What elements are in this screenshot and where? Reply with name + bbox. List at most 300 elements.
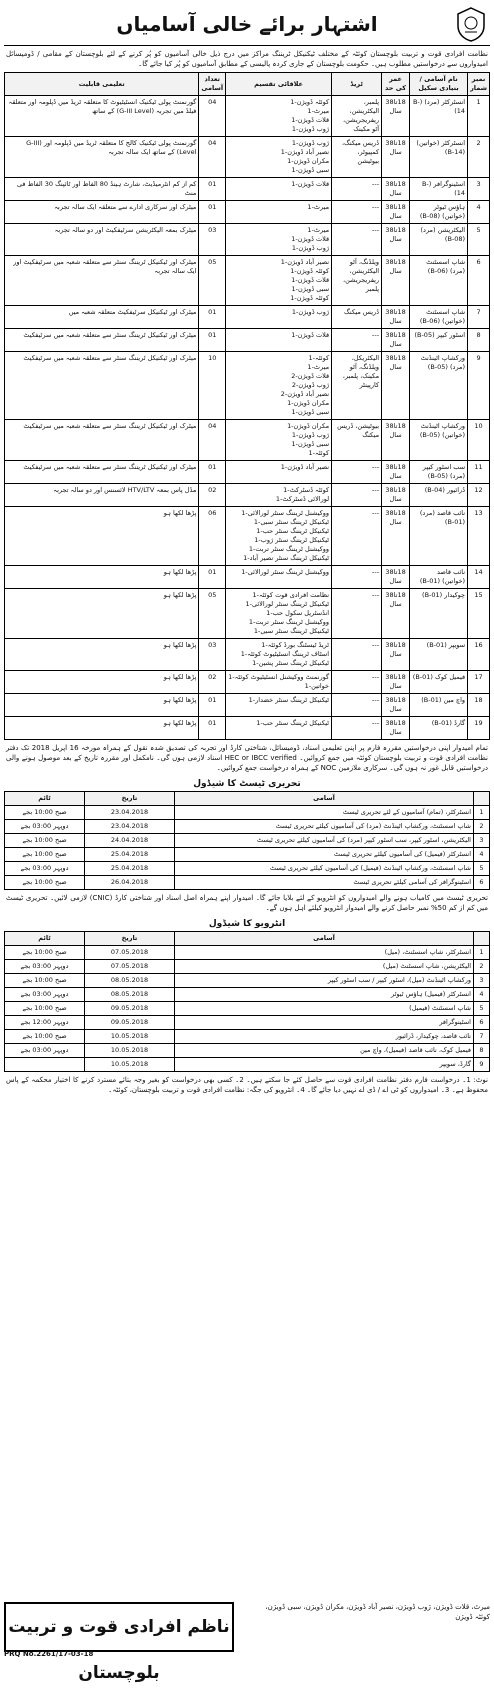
row-qualification: میٹرک اور ٹیکنیکل ٹریننگ سنٹر سے متعلقہ شعبہ میں سرٹیفکیٹ <box>5 352 199 420</box>
schedule-date: 08.05.2018 <box>85 988 175 1002</box>
distribution-line: لورالائی ڈسٹرکٹ-1 <box>275 495 330 503</box>
schedule-time <box>5 1058 85 1072</box>
row-trade: ڈریس میکنگ، کمپیوٹر، بیوٹیشن <box>332 137 382 178</box>
row-trade: --- <box>332 201 382 224</box>
distribution-line: ووکیشنل ٹریننگ سنٹر لورالائی-1 <box>241 509 330 517</box>
distribution-line: میرٹ-1 <box>307 226 330 234</box>
distribution-line: میرٹ-1 <box>307 107 330 115</box>
distribution-line: سبی ڈویژن-1 <box>291 440 330 448</box>
row-qualification: پڑھا لکھا ہو <box>5 589 199 639</box>
schedule-time: صبح 10:00 بجے <box>5 876 85 890</box>
interview-title: انٹرویو کا شیڈول <box>208 919 286 929</box>
row-serial: 9 <box>468 352 490 420</box>
test-note: تحریری ٹیسٹ میں کامیاب ہونے والے امیدواروں کو انٹرویو کے لئے بلایا جائے گا۔ امیدوار اپنے ہمراہ اصل اسناد اور شناختی کارڈ (CNIC) لازمی لائیں۔ تحریری ٹیسٹ میں کم از کم 50% نمبر حاصل کرنے والے امیدوار انٹرویو کیلئے اہل ہوں گے۔ <box>6 894 488 912</box>
written-col-time: ٹائم <box>5 792 85 806</box>
vacancy-row <box>5 639 490 671</box>
row-qualification: میٹرک اور ٹیکنیکل سرٹیفکیٹ متعلقہ شعبہ میں <box>5 306 199 329</box>
row-post-count: 01 <box>199 306 226 329</box>
row-trade: بیوٹیشن، ڈریس میکنگ <box>332 420 382 461</box>
distribution-line: نصیر آباد ڈویژن-1 <box>280 258 330 266</box>
col-header-distribution: علاقائی تقسیم <box>226 73 332 96</box>
col-header-count: تعداد آسامی <box>199 73 226 96</box>
vacancy-row <box>5 224 490 256</box>
row-qualification: میٹرک اور ٹیکنیکل ٹریننگ سنٹر سے متعلقہ شعبہ میں سرٹیفکیٹ <box>5 461 199 484</box>
row-qualification: میٹرک اور ٹیکنیکل ٹریننگ سنٹر سے متعلقہ شعبہ میں سرٹیفکیٹ اور ایک سالہ تجربہ <box>5 256 199 306</box>
row-post-count: 04 <box>199 137 226 178</box>
row-qualification: پڑھا لکھا ہو <box>5 694 199 717</box>
row-trade: --- <box>332 717 382 740</box>
schedule-time: صبح 10:00 بجے <box>5 848 85 862</box>
intro-paragraph: نظامت افرادی قوت و تربیت بلوچستان کوئٹہ کے مختلف ٹیکنیکل ٹریننگ مراکز میں درج ذیل خالی آسامیوں کو پُر کرنے کے لئے بلوچستان کے مقامی / ڈومیسائل امیدواروں سے درخواستیں مطلوب ہیں۔ حکومت بلوچستان کے جاری کردہ پالیسی کے مطابق آسامیوں کو پُر کیا جائے گا۔ <box>6 50 488 68</box>
col-header-sn: نمبر شمار <box>468 73 490 96</box>
row-distribution <box>226 137 332 178</box>
row-distribution <box>226 201 332 224</box>
row-qualification: پڑھا لکھا ہو <box>5 639 199 671</box>
distribution-line: ٹریڈ ٹیسٹنگ بورڈ کوئٹہ-1 <box>261 641 330 649</box>
row-serial: 13 <box>468 507 490 566</box>
director-signature-box: ناظم افرادی قوت و تربیت بلوچستان <box>4 1602 234 1652</box>
schedule-time: دوپہر 03:00 بجے <box>5 960 85 974</box>
interview-header-row <box>5 932 490 946</box>
row-distribution <box>226 306 332 329</box>
distribution-line: کوئٹہ ڈویژن-1 <box>290 267 330 275</box>
row-trade: الیکٹریکل، ویلڈنگ، آٹو مکینک، پلمبر، کارپینٹر <box>332 352 382 420</box>
row-trade: --- <box>332 639 382 671</box>
distribution-line: ٹیکنیکل ٹریننگ سنٹر پشین-1 <box>252 659 330 667</box>
written_test-row <box>5 820 490 834</box>
row-post-name: انسٹرکٹر (خواتین) (B-14) <box>410 137 468 178</box>
schedule-date: 09.05.2018 <box>85 1002 175 1016</box>
footer-places: میرٹ، قلات ڈویژن، ژوب ڈویژن، نصیر آباد ڈویژن، مکران ڈویژن، سبی ڈویژن، کوئٹہ ڈویژن <box>265 1603 490 1621</box>
schedule-post: شاپ اسسٹنٹ، ورکشاپ اٹینڈنٹ (مرد) کی آسامیوں کیلئے تحریری ٹیسٹ <box>175 820 474 834</box>
row-qualification: پڑھا لکھا ہو <box>5 717 199 740</box>
vacancy-row <box>5 352 490 420</box>
distribution-line: میرٹ-1 <box>307 203 330 211</box>
schedule-date: 23.04.2018 <box>85 806 175 820</box>
distribution-line: مکران ڈویژن-1 <box>287 157 330 165</box>
schedule-post: انسٹرکٹر، شاپ اسسٹنٹ، (میل) <box>175 946 474 960</box>
row-post-name: فیمیل کوک (B-01) <box>410 671 468 694</box>
schedule-serial: 2 <box>474 960 490 974</box>
distribution-line: ٹیکنیکل ٹریننگ سنٹر سبی-1 <box>253 627 330 635</box>
schedule-date: 10.05.2018 <box>85 1058 175 1072</box>
interview-col-date: تاریخ <box>85 932 175 946</box>
row-age-limit: 18تا38 سال <box>382 694 410 717</box>
row-distribution <box>226 694 332 717</box>
schedule-date: 10.05.2018 <box>85 1030 175 1044</box>
distribution-line: ژوب ڈویژن-1 <box>291 308 330 316</box>
row-trade: --- <box>332 178 382 201</box>
vacancy-row <box>5 484 490 507</box>
row-trade: --- <box>332 461 382 484</box>
row-serial: 4 <box>468 201 490 224</box>
row-distribution <box>226 507 332 566</box>
row-post-count: 03 <box>199 639 226 671</box>
vacancy-row <box>5 96 490 137</box>
schedule-serial: 8 <box>474 1044 490 1058</box>
row-trade: --- <box>332 484 382 507</box>
row-serial: 14 <box>468 566 490 589</box>
row-post-count: 01 <box>199 178 226 201</box>
row-post-count: 04 <box>199 420 226 461</box>
distribution-line: ژوب ڈویژن-1 <box>291 125 330 133</box>
distribution-line: نصیر آباد ڈویژن-1 <box>280 148 330 156</box>
distribution-line: انڈسٹریل سکول حب-1 <box>266 609 330 617</box>
schedule-post: شاپ اسسٹنٹ، ورکشاپ اٹینڈنٹ (فیمیل) کی آسامیوں کیلئے تحریری ٹیسٹ <box>175 862 474 876</box>
written-test-title: تحریری ٹیسٹ کا شیڈول <box>193 779 301 789</box>
interview-body <box>5 946 490 1072</box>
final-note: نوٹ: 1۔ درخواست فارم دفتر نظامت افرادی قوت سے حاصل کئے جا سکتے ہیں۔ 2۔ کسی بھی درخواست کو بغیر وجہ بتائے مسترد کرنے کا اختیار محکمہ کے پاس محفوظ ہے۔ 3۔ امیدواروں کو ٹی اے / ڈی اے نہیں دیا جائے گا۔ 4۔ انٹرویو کی جگہ: نظامت افرادی قوت و تربیت بلوچستان، کوئٹہ۔ <box>6 1076 488 1094</box>
row-serial: 5 <box>468 224 490 256</box>
row-serial: 15 <box>468 589 490 639</box>
schedule-serial: 7 <box>474 1030 490 1044</box>
distribution-line: قلات ڈویژن-1 <box>291 180 330 188</box>
row-serial: 8 <box>468 329 490 352</box>
row-age-limit: 18تا38 سال <box>382 224 410 256</box>
vacancies-body <box>5 96 490 740</box>
row-age-limit: 18تا38 سال <box>382 589 410 639</box>
government-emblem-icon <box>454 6 488 42</box>
written-test-table <box>4 791 490 890</box>
row-post-name: شاپ اسسٹنٹ (مرد) (B-06) <box>410 256 468 306</box>
schedule-serial: 4 <box>474 848 490 862</box>
row-age-limit: 18تا38 سال <box>382 137 410 178</box>
row-trade: پلمبر، الیکٹریشن، ریفریجریشن، آٹو مکینک <box>332 96 382 137</box>
interview-row <box>5 1058 490 1072</box>
schedule-serial: 6 <box>474 876 490 890</box>
distribution-line: کوئٹہ ڈسٹرکٹ-1 <box>283 486 330 494</box>
row-serial: 16 <box>468 639 490 671</box>
vacancy-row <box>5 420 490 461</box>
vacancy-row <box>5 694 490 717</box>
row-distribution <box>226 484 332 507</box>
row-post-count: 01 <box>199 566 226 589</box>
interview-row <box>5 988 490 1002</box>
interview-row <box>5 1002 490 1016</box>
distribution-line: ژوب ڈویژن-2 <box>291 381 330 389</box>
vacancy-row <box>5 256 490 306</box>
schedule-post: انسٹرکٹر، (تمام) آسامیوں کے لئے تحریری ٹیسٹ <box>175 806 474 820</box>
schedule-post: گارڈ، سویپر <box>175 1058 474 1072</box>
interview-col-time: ٹائم <box>5 932 85 946</box>
distribution-line: ووکیشنل ٹریننگ سنٹر لورالائی-1 <box>241 568 330 576</box>
vacancy-row <box>5 329 490 352</box>
row-post-name: اسٹینوگرافر (B-14) <box>410 178 468 201</box>
vacancy-row <box>5 507 490 566</box>
schedule-serial: 4 <box>474 988 490 1002</box>
row-post-count: 01 <box>199 694 226 717</box>
row-qualification: پڑھا لکھا ہو <box>5 671 199 694</box>
row-age-limit: 18تا38 سال <box>382 352 410 420</box>
schedule-post: الیکٹریشن، شاپ اسسٹنٹ (میل) <box>175 960 474 974</box>
distribution-line: ووکیشنل ٹریننگ سنٹر تربت-1 <box>248 545 330 553</box>
row-post-name: ڈرائیور (B-04) <box>410 484 468 507</box>
row-distribution <box>226 256 332 306</box>
schedule-date: 09.05.2018 <box>85 1016 175 1030</box>
distribution-line: قلات ڈویژن-1 <box>291 331 330 339</box>
row-qualification: کم از کم انٹرمیڈیٹ، شارٹ ہینڈ 80 الفاظ اور ٹائپنگ 30 الفاظ فی منٹ <box>5 178 199 201</box>
row-distribution <box>226 566 332 589</box>
schedule-post: نائب قاصد، چوکیدار، ڈرائیور <box>175 1030 474 1044</box>
distribution-line: کوئٹہ-1 <box>308 449 330 457</box>
row-post-count: 01 <box>199 329 226 352</box>
row-distribution <box>226 96 332 137</box>
row-post-count: 01 <box>199 717 226 740</box>
schedule-date: 23.04.2018 <box>85 820 175 834</box>
schedule-serial: 1 <box>474 806 490 820</box>
schedule-post: شاپ اسسٹنٹ (فیمیل) <box>175 1002 474 1016</box>
distribution-line: ٹیکنیکل ٹریننگ سنٹر لورالائی-1 <box>245 600 330 608</box>
schedule-date: 07.05.2018 <box>85 946 175 960</box>
row-post-count: 02 <box>199 484 226 507</box>
row-post-name: گارڈ (B-01) <box>410 717 468 740</box>
schedule-serial: 5 <box>474 1002 490 1016</box>
schedule-post: اسٹینوگرافر <box>175 1016 474 1030</box>
schedule-serial: 2 <box>474 820 490 834</box>
row-trade: ویلڈنگ، آٹو الیکٹریشن، ریفریجریشن، پلمبر <box>332 256 382 306</box>
row-serial: 6 <box>468 256 490 306</box>
distribution-line: خواتین-1 <box>304 682 330 690</box>
header <box>4 4 490 46</box>
row-distribution <box>226 461 332 484</box>
row-serial: 1 <box>468 96 490 137</box>
schedule-date: 24.04.2018 <box>85 834 175 848</box>
schedule-serial: 3 <box>474 834 490 848</box>
written-col-date: تاریخ <box>85 792 175 806</box>
col-header-qualification: تعلیمی قابلیت <box>5 73 199 96</box>
row-age-limit: 18تا38 سال <box>382 639 410 671</box>
distribution-line: قلات ڈویژن-2 <box>291 372 330 380</box>
schedule-time: دوپہر 03:00 بجے <box>5 988 85 1002</box>
row-serial: 2 <box>468 137 490 178</box>
col-header-age: عمر کی حد <box>382 73 410 96</box>
written-col-post: آسامی <box>175 792 474 806</box>
col-header-post: نام آسامی / بنیادی سکیل <box>410 73 468 96</box>
row-trade: --- <box>332 224 382 256</box>
row-post-count: 05 <box>199 589 226 639</box>
row-age-limit: 18تا38 سال <box>382 178 410 201</box>
row-trade: --- <box>332 507 382 566</box>
row-trade: --- <box>332 589 382 639</box>
schedule-time: دوپہر 03:00 بجے <box>5 862 85 876</box>
row-qualification: پڑھا لکھا ہو <box>5 507 199 566</box>
row-age-limit: 18تا38 سال <box>382 201 410 224</box>
written_test-row <box>5 862 490 876</box>
row-age-limit: 18تا38 سال <box>382 671 410 694</box>
footer <box>4 1602 490 1683</box>
interview-row <box>5 1030 490 1044</box>
vacancy-row <box>5 178 490 201</box>
row-qualification: گورنمنٹ پولی ٹیکنیک انسٹیٹیوٹ کا متعلقہ ٹریڈ میں ڈپلومہ اور متعلقہ فیلڈ میں تجربہ (G-III Level) کے ساتھ <box>5 96 199 137</box>
distribution-line: ٹیکنیکل ٹریننگ سنٹر خضدار-1 <box>248 696 330 704</box>
vacancy-row <box>5 201 490 224</box>
row-age-limit: 18تا38 سال <box>382 507 410 566</box>
written-test-body <box>5 806 490 890</box>
distribution-line: نصیر آباد ڈویژن-2 <box>280 390 330 398</box>
row-age-limit: 18تا38 سال <box>382 566 410 589</box>
distribution-line: ژوب ڈویژن-1 <box>291 431 330 439</box>
row-post-name: الیکٹریشن (مرد) (B-08) <box>410 224 468 256</box>
col-header-trade: ٹریڈ <box>332 73 382 96</box>
row-post-count: 04 <box>199 96 226 137</box>
vacancy-row <box>5 671 490 694</box>
row-post-name: اسٹور کیپر (B-05) <box>410 329 468 352</box>
written_test-row <box>5 806 490 820</box>
distribution-line: ٹیکنیکل ٹریننگ سنٹر سبی-1 <box>253 518 330 526</box>
row-post-count: 05 <box>199 256 226 306</box>
page-title: اشتہار برائے خالی آسامیاں <box>116 12 378 36</box>
distribution-line: مکران ڈویژن-1 <box>287 422 330 430</box>
row-age-limit: 18تا38 سال <box>382 329 410 352</box>
row-distribution <box>226 420 332 461</box>
distribution-line: سبی ڈویژن-1 <box>291 166 330 174</box>
interview-row <box>5 1016 490 1030</box>
row-age-limit: 18تا38 سال <box>382 484 410 507</box>
row-post-name: سب اسٹور کیپر (مرد) (B-05) <box>410 461 468 484</box>
schedule-post: اسٹینوگرافر کی آسامی کیلئے تحریری ٹیسٹ <box>175 876 474 890</box>
distribution-line: گورنمنٹ ووکیشنل انسٹیٹیوٹ کوئٹہ-1 <box>228 673 330 681</box>
row-trade: --- <box>332 329 382 352</box>
row-serial: 7 <box>468 306 490 329</box>
schedule-time: صبح 10:00 بجے <box>5 806 85 820</box>
interview-col-sn <box>474 932 490 946</box>
row-age-limit: 18تا38 سال <box>382 256 410 306</box>
row-distribution <box>226 178 332 201</box>
row-post-name: سویپر (B-01) <box>410 639 468 671</box>
row-serial: 18 <box>468 694 490 717</box>
row-qualification: گورنمنٹ پولی ٹیکنیک کالج کا متعلقہ ٹریڈ میں ڈپلومہ اور (G-III Level) کے ساتھ ایک سالہ تجربہ <box>5 137 199 178</box>
row-serial: 10 <box>468 420 490 461</box>
row-post-count: 01 <box>199 201 226 224</box>
schedule-post: فیمیل کوک، نائب قاصد (فیمیل)، واچ مین <box>175 1044 474 1058</box>
written_test-row <box>5 848 490 862</box>
distribution-line: نظامت افرادی قوت کوئٹہ-1 <box>252 591 330 599</box>
row-qualification: میٹرک اور سرکاری ادارے سے متعلقہ ایک سالہ تجربہ <box>5 201 199 224</box>
interview-row <box>5 960 490 974</box>
written-col-sn <box>474 792 490 806</box>
schedule-post: انسٹرکٹر (فیمیل) کی آسامیوں کیلئے تحریری ٹیسٹ <box>175 848 474 862</box>
distribution-line: قلات ڈویژن-1 <box>291 235 330 243</box>
schedule-serial: 6 <box>474 1016 490 1030</box>
row-distribution <box>226 639 332 671</box>
row-trade: ڈریس میکنگ <box>332 306 382 329</box>
row-post-name: ورکشاپ اٹینڈنٹ (مرد) (B-05) <box>410 352 468 420</box>
schedule-serial: 5 <box>474 862 490 876</box>
row-distribution <box>226 329 332 352</box>
schedule-post: الیکٹریشن، اسٹور کیپر، سب اسٹور کیپر (مرد) کی آسامیوں کیلئے تحریری ٹیسٹ <box>175 834 474 848</box>
schedule-time: صبح 10:00 بجے <box>5 946 85 960</box>
vacancies-header-row <box>5 73 490 96</box>
schedule-date: 26.04.2018 <box>85 876 175 890</box>
row-distribution <box>226 352 332 420</box>
schedule-serial: 3 <box>474 974 490 988</box>
schedule-time: صبح 10:00 بجے <box>5 1030 85 1044</box>
distribution-line: کوئٹہ ڈویژن-1 <box>290 294 330 302</box>
distribution-line: سبی ڈویژن-1 <box>291 408 330 416</box>
distribution-line: قلات ڈویژن-1 <box>291 116 330 124</box>
row-post-name: نائب قاصد (خواتین) (B-01) <box>410 566 468 589</box>
row-qualification: پڑھا لکھا ہو <box>5 566 199 589</box>
row-post-count: 01 <box>199 461 226 484</box>
schedule-time: دوپہر 12:00 بجے <box>5 1016 85 1030</box>
distribution-line: ووکیشنل ٹریننگ سنٹر تربت-1 <box>248 618 330 626</box>
schedule-time: صبح 10:00 بجے <box>5 974 85 988</box>
interview-col-post: آسامی <box>175 932 474 946</box>
row-post-name: شاپ اسسٹنٹ (خواتین) (B-06) <box>410 306 468 329</box>
row-age-limit: 18تا38 سال <box>382 96 410 137</box>
row-serial: 17 <box>468 671 490 694</box>
vacancy-row <box>5 461 490 484</box>
prq-number: PRQ No.2261/17-03-18 <box>4 1650 94 1658</box>
distribution-line: سبی ڈویژن-1 <box>291 285 330 293</box>
interview-row <box>5 946 490 960</box>
row-age-limit: 18تا38 سال <box>382 717 410 740</box>
row-age-limit: 18تا38 سال <box>382 306 410 329</box>
distribution-line: کوئٹہ ڈویژن-1 <box>290 98 330 106</box>
application-notes: تمام امیدوار اپنی درخواستیں مقررہ فارم پر اپنی تعلیمی اسناد، ڈومیسائل، شناختی کارڈ اور تجربہ کی تصدیق شدہ نقول کے ہمراہ مورخہ 16 اپریل 2018 تک دفتر نظامت افرادی قوت و تربیت بلوچستان کوئٹہ میں جمع کروائیں۔ HEC or IBCC verified اسناد لازمی ہوں گی۔ نامکمل اور مقررہ تاریخ کے بعد موصول ہونے والی درخواستیں قابل غور نہ ہوں گی۔ سرکاری ملازمین NOC کے ہمراہ درخواست جمع کروائیں۔ <box>6 744 488 772</box>
schedule-post: انسٹرکٹر (فیمیل) ہاؤس ٹیوٹر <box>175 988 474 1002</box>
row-age-limit: 18تا38 سال <box>382 420 410 461</box>
row-trade: --- <box>332 566 382 589</box>
written_test-row <box>5 834 490 848</box>
row-trade: --- <box>332 671 382 694</box>
distribution-line: ٹیکنیکل ٹریننگ سنٹر نصیر آباد-1 <box>243 554 330 562</box>
vacancies-table <box>4 72 490 740</box>
row-post-name: نائب قاصد (مرد) (B-01) <box>410 507 468 566</box>
row-post-count: 03 <box>199 224 226 256</box>
vacancy-row <box>5 566 490 589</box>
distribution-line: اسٹاف ٹریننگ انسٹیٹیوٹ کوئٹہ-1 <box>240 650 330 658</box>
row-post-count: 06 <box>199 507 226 566</box>
schedule-time: دوپہر 03:00 بجے <box>5 820 85 834</box>
row-serial: 11 <box>468 461 490 484</box>
distribution-line: ٹیکنیکل ٹریننگ سنٹر حب-1 <box>256 527 330 535</box>
vacancy-row <box>5 137 490 178</box>
row-post-name: ہاؤس ٹیوٹر (خواتین) (B-08) <box>410 201 468 224</box>
distribution-line: ٹیکنیکل ٹریننگ سنٹر ژوب-1 <box>254 536 330 544</box>
row-post-name: ورکشاپ اٹینڈنٹ (خواتین) (B-05) <box>410 420 468 461</box>
schedule-date: 25.04.2018 <box>85 862 175 876</box>
distribution-line: میرٹ-1 <box>307 363 330 371</box>
row-post-count: 10 <box>199 352 226 420</box>
row-post-name: واچ مین (B-01) <box>410 694 468 717</box>
schedule-serial: 1 <box>474 946 490 960</box>
schedule-time: صبح 10:00 بجے <box>5 1002 85 1016</box>
row-post-name: انسٹرکٹر (مرد) (B-14) <box>410 96 468 137</box>
row-serial: 19 <box>468 717 490 740</box>
schedule-date: 10.05.2018 <box>85 1044 175 1058</box>
row-distribution <box>226 717 332 740</box>
schedule-time: صبح 10:00 بجے <box>5 834 85 848</box>
distribution-line: کوئٹہ-1 <box>308 354 330 362</box>
schedule-serial: 9 <box>474 1058 490 1072</box>
vacancy-row <box>5 306 490 329</box>
row-qualification: میٹرک بمعہ الیکٹریشن سرٹیفکیٹ اور دو سالہ تجربہ <box>5 224 199 256</box>
distribution-line: مکران ڈویژن-1 <box>287 399 330 407</box>
distribution-line: ٹیکنیکل ٹریننگ سنٹر حب-1 <box>256 719 330 727</box>
schedule-date: 07.05.2018 <box>85 960 175 974</box>
row-post-name: چوکیدار (B-01) <box>410 589 468 639</box>
schedule-date: 25.04.2018 <box>85 848 175 862</box>
schedule-post: ورکشاپ اٹینڈنٹ (میل)، اسٹور کیپر / سب اسٹور کیپر <box>175 974 474 988</box>
row-serial: 12 <box>468 484 490 507</box>
written_test-row <box>5 876 490 890</box>
row-qualification: میٹرک اور ٹیکنیکل ٹریننگ سنٹر سے متعلقہ شعبہ میں سرٹیفکیٹ <box>5 420 199 461</box>
schedule-date: 08.05.2018 <box>85 974 175 988</box>
distribution-line: ژوب ڈویژن-1 <box>291 139 330 147</box>
distribution-line: قلات ڈویژن-1 <box>291 276 330 284</box>
interview-table <box>4 931 490 1072</box>
